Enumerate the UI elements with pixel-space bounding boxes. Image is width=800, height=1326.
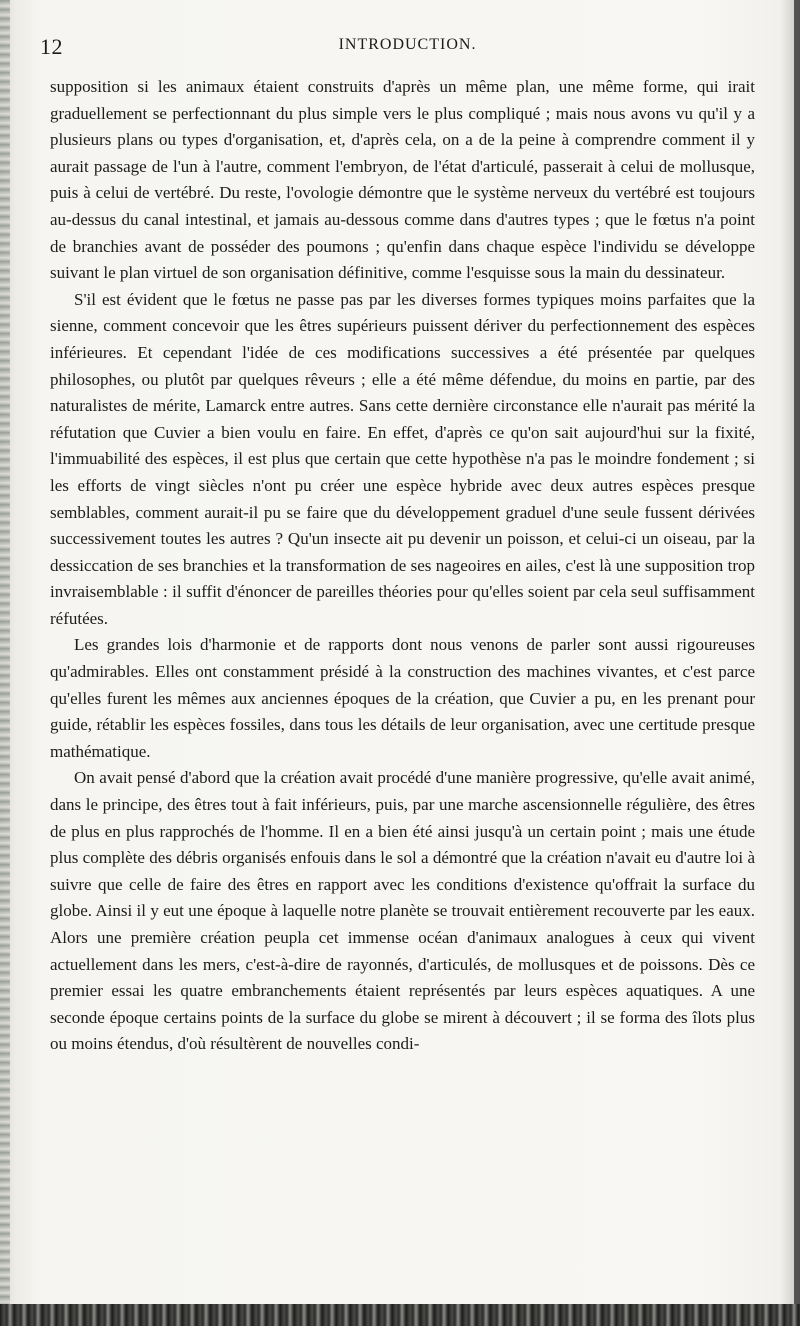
page-left-edge	[0, 0, 10, 1326]
paragraph-4: On avait pensé d'abord que la création avait procédé d'une manière progressive, qu'elle avait animé, dans le principe, des êtres tout à fait inférieurs, puis, par une marche ascensionnelle régulière, des êtres de plus en plus rapprochés de l'homme. Il en a bien été ainsi jusqu'à un certain point ; mais une étude plus complète des débris organisés enfouis dans le sol a démontré que la création n'avait eu d'autre loi à suivre que celle de faire des êtres en rapport avec les conditions d'existence qu'offrait la surface du globe. Ainsi il y eut une époque à laquelle notre planète se trouvait entièrement recouverte par les eaux. Alors une première création peupla cet immense océan d'animaux analogues à ceux qui vivent actuellement dans les mers, c'est-à-dire de rayonnés, d'articulés, de mollusques et de poissons. Dès ce premier essai les quatre embranchements étaient représentés par leurs espèces aquatiques. A une seconde époque certains points de la surface du globe se mirent à découvert ; il se forma des îlots plus ou moins étendus, d'où résultèrent de nouvelles condi-	[50, 768, 755, 1054]
page-bottom-edge	[0, 1304, 800, 1326]
page-right-edge	[794, 0, 800, 1326]
page-header	[40, 34, 775, 60]
running-head: INTRODUCTION.	[338, 36, 477, 53]
page-number: 12	[40, 34, 63, 59]
paragraph-1: supposition si les animaux étaient construits d'après un même plan, une même forme, qui irait graduellement se perfectionnant du plus simple vers le plus compliqué ; mais nous avons vu qu'il y a plusieurs plans ou types d'organisation, et, d'après cela, on a de la peine à comprendre comment il y aurait passage de l'un à l'autre, comment l'embryon, de l'état d'articulé, passerait à celui de mollusque, puis à celui de vertébré. Du reste, l'ovologie démontre que le système nerveux du vertébré est toujours au-dessus du canal intestinal, et jamais au-dessous comme dans d'autres types ; que le fœtus n'a point de branchies avant de posséder des poumons ; qu'enfin dans chaque espèce l'individu se développe suivant le plan virtuel de son organisation définitive, comme l'esquisse sous la main du dessinateur.	[50, 77, 755, 283]
paragraph-2: S'il est évident que le fœtus ne passe pas par les diverses formes typiques moins parfaites que la sienne, comment concevoir que les êtres supérieurs puissent dériver du perfectionnement des espèces inférieures. Et cependant l'idée de ces modifications successives a été présentée par quelques philosophes, ou plutôt par quelques rêveurs ; elle a été même défendue, du moins en partie, par des naturalistes de mérite, Lamarck entre autres. Sans cette dernière circonstance elle n'aurait pas mérité la réfutation que Cuvier a bien voulu en faire. En effet, d'après ce qu'on sait aujourd'hui sur la fixité, l'immuabilité des espèces, il est plus que certain que cette hypothèse n'a pas le moindre fondement ; si les efforts de vingt siècles n'ont pu créer une espèce hybride avec deux autres espèces presque semblables, comment aurait-il pu se faire que du développement graduel d'une seule fussent dérivées successivement toutes les autres ? Qu'un insecte ait pu devenir un poisson, et celui-ci un oiseau, par la dessiccation de ses branchies et la transformation de ses nageoires en ailes, c'est là une supposition trop invraisemblable : il suffit d'énoncer de pareilles théories pour qu'elles soient par cela seul suffisamment réfutées.	[50, 289, 755, 628]
paragraph-3: Les grandes lois d'harmonie et de rapports dont nous venons de parler sont aussi rigoureuses qu'admirables. Elles ont constamment présidé à la construction des machines vivantes, et c'est parce qu'elles furent les mêmes aux anciennes époques de la création, que Cuvier a pu, en les prenant pour guide, rétablir les espèces fossiles, dans tous les détails de leur organisation, avec une certitude presque mathématique.	[50, 635, 755, 761]
body-text	[50, 74, 755, 1058]
